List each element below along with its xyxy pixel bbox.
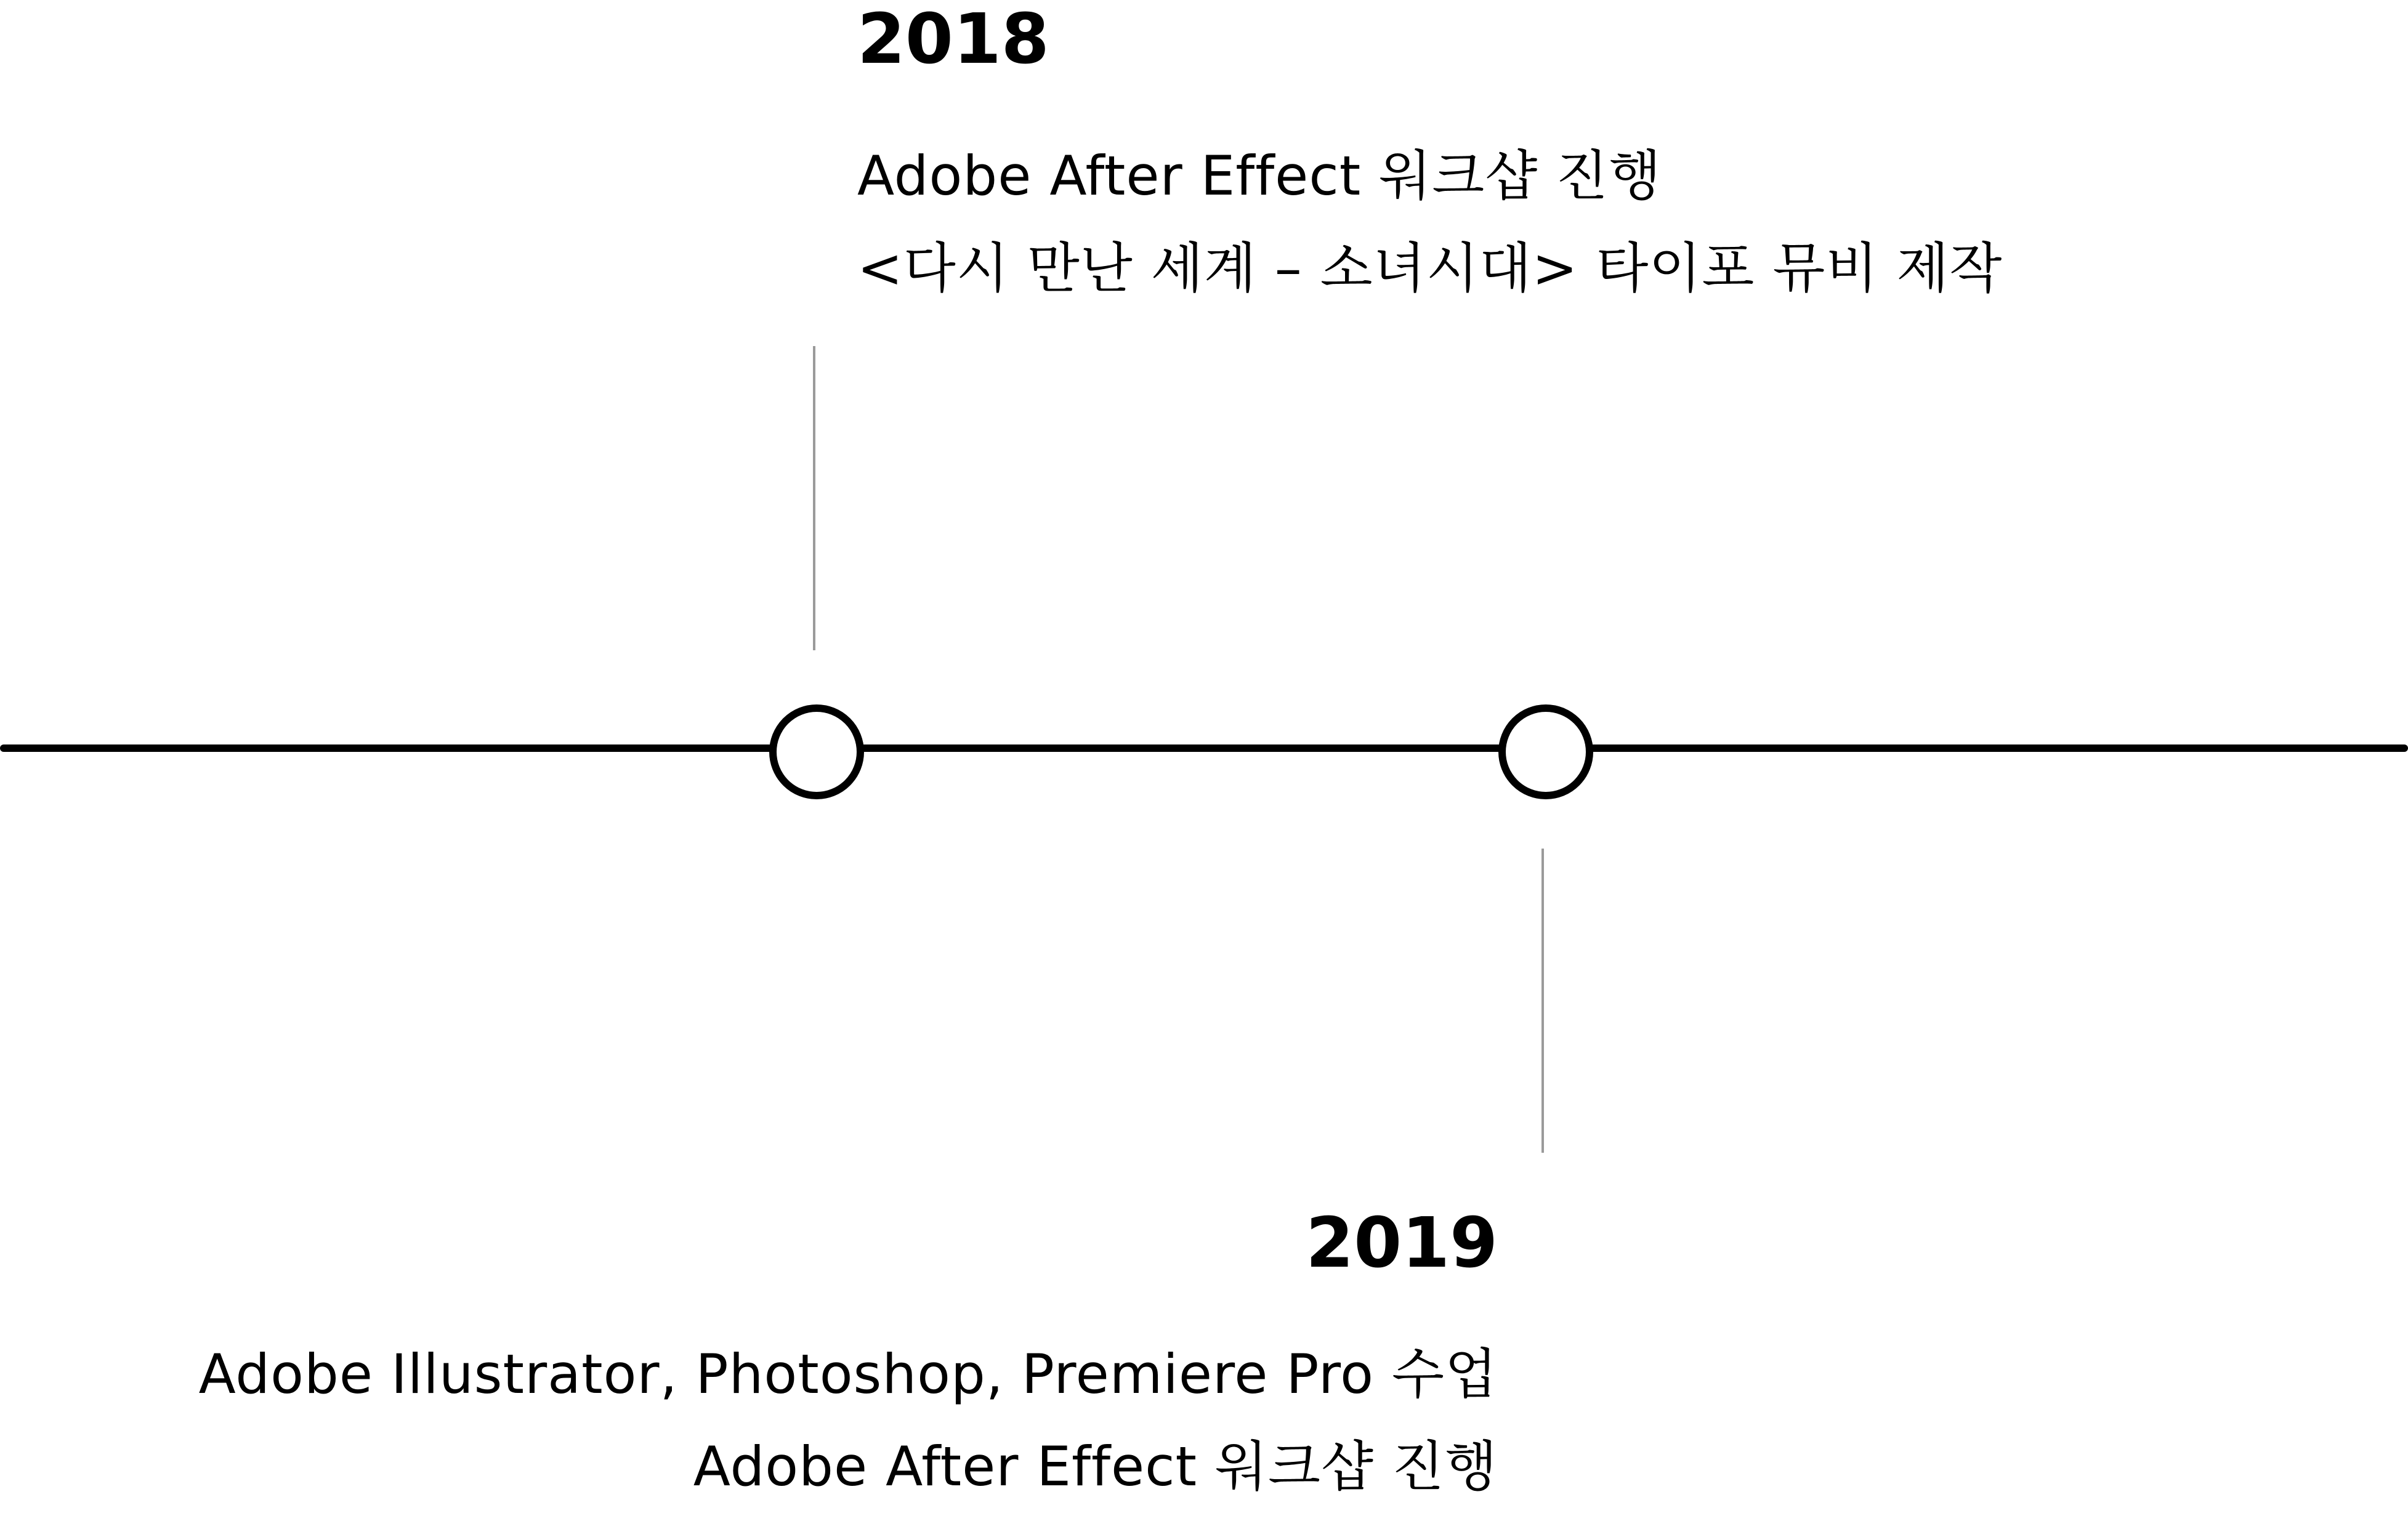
connector-2018 xyxy=(813,346,815,650)
event-year-2018: 2018 xyxy=(857,0,1049,79)
event-year-2019: 2019 xyxy=(1306,1203,1498,1283)
timeline-node-2019 xyxy=(1498,704,1593,799)
event-description-2018 xyxy=(857,130,2002,315)
timeline-axis xyxy=(0,744,2408,752)
event-description-2019 xyxy=(199,1328,1498,1513)
event-2019-line-1: Adobe Illustrator, Photoshop, Premiere Pro 수업 xyxy=(198,1342,1498,1406)
event-2018-line-2: <다시 만난 세계 – 소녀시대> 타이포 뮤비 제작 xyxy=(857,236,2003,300)
event-2019-line-2: Adobe After Effect 워크샵 진행 xyxy=(693,1435,1498,1498)
connector-2019 xyxy=(1541,849,1544,1153)
timeline-node-2018 xyxy=(769,704,864,799)
event-2018-line-1: Adobe After Effect 워크샵 진행 xyxy=(857,144,1662,208)
